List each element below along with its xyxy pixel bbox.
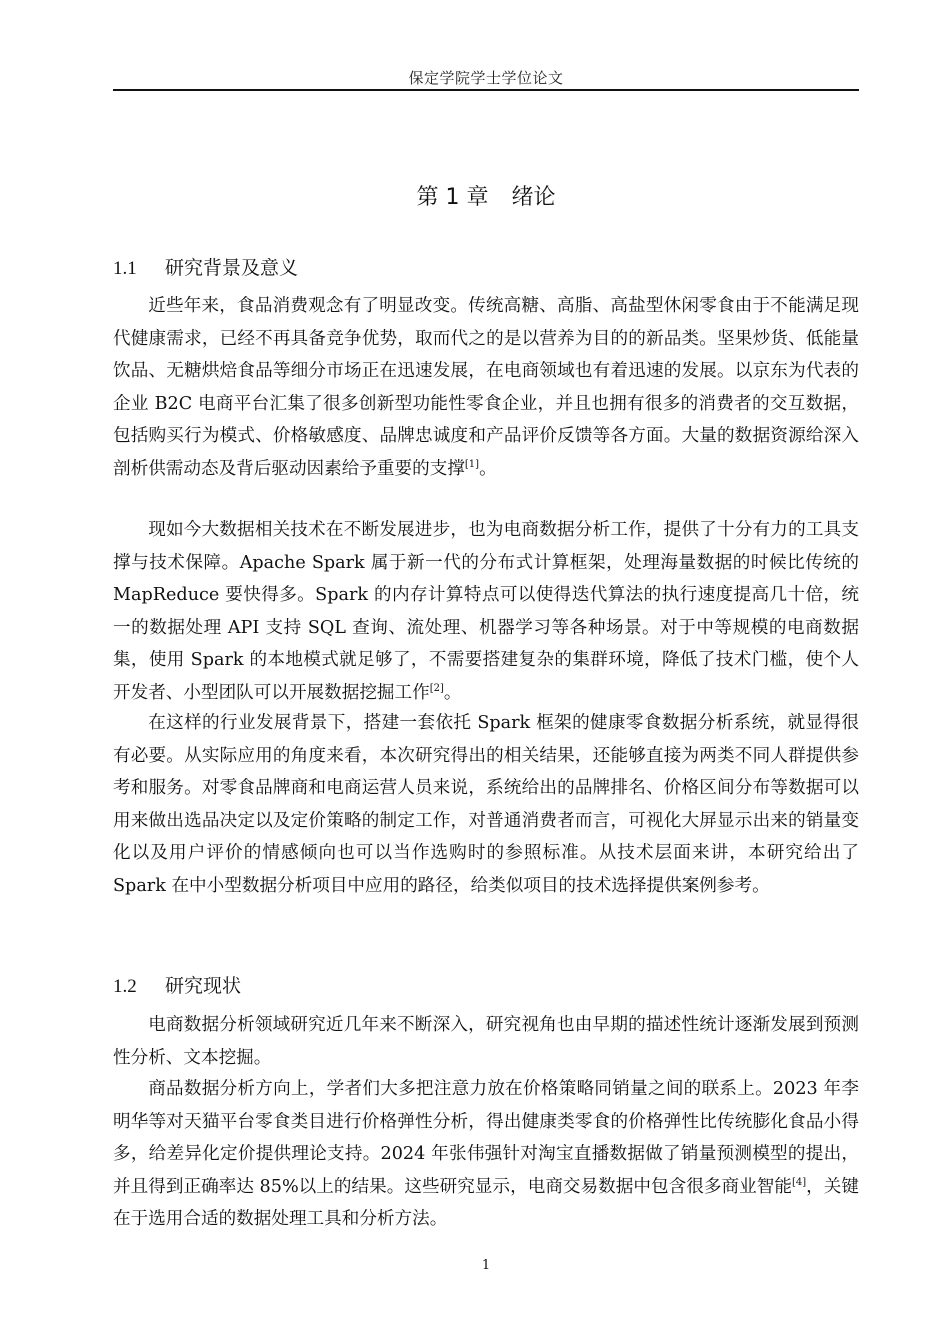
- paragraph: [113, 514, 859, 709]
- section-number: 1.2: [113, 976, 137, 997]
- paragraph-tail: ，关键在于选用合适的数据处理工具和分析方法。: [113, 1176, 859, 1229]
- paragraph-tail: 。: [443, 682, 462, 703]
- chapter-title: 绪论: [511, 185, 556, 210]
- running-header: 保定学院学士学位论文: [408, 69, 564, 87]
- paragraph-text: 近些年来，食品消费观念有了明显改变。传统高糖、高脂、高盐型休闲零食由于不能满足现代健康需求，已经不再具备竞争优势，取而代之的是以营养为目的的新品类。坚果炒货、低能量饮品、无糖烘焙食品等细分市场正在迅速发展，在电商领域也有着迅速的发展。以京东为代表的企业 B2C 电商平台汇集了很多创新型功能性零食企业，并且也拥有很多的消费者的交互数据，包括购买行为模式、价格敏感度、品牌忠诚度和产品评价反馈等各方面。大量的数据资源给深入剖析供需动态及背后驱动因素给予重要的支撑: [113, 296, 859, 479]
- section-number: 1.1: [113, 258, 137, 279]
- paragraph-text: 商品数据分析方向上，学者们大多把注意力放在价格策略同销量之间的联系上。2023 年李明华等对天猫平台零食类目进行价格弹性分析，得出健康类零食的价格弹性比传统膨化食品小得多，给差异化定价提供理论支持。2024 年张伟强针对淘宝直播数据做了销量预测模型的提出，并且得到正确率达 85%以上的结果。这些研究显示，电商交易数据中包含很多商业智能: [113, 1079, 859, 1197]
- section-heading-1-1: [113, 253, 298, 280]
- paragraph: [113, 1073, 859, 1236]
- paragraph-text: 现如今大数据相关技术在不断发展进步，也为电商数据分析工作，提供了十分有力的工具支撑与技术保障。Apache Spark 属于新一代的分布式计算框架，处理海量数据的时候比传统的 MapReduce 要快得多。Spark 的内存计算特点可以使得迭代算法的执行速度提高几十倍，统一的数据处理 API 支持 SQL 查询、流处理、机器学习等各种场景。对于中等规模的电商数据集，使用 Spark 的本地模式就足够了，不需要搭建复杂的集群环境，降低了技术门槛，使个人开发者、小型团队可以开展数据挖掘工作: [113, 520, 859, 703]
- section-title: 研究背景及意义: [165, 257, 299, 279]
- page-number: 1: [481, 1258, 491, 1273]
- section-title: 研究现状: [165, 975, 242, 997]
- paragraph-text: 电商数据分析领域研究近几年来不断深入，研究视角也由早期的描述性统计逐渐发展到预测性分析、文本挖掘。: [113, 1015, 859, 1068]
- paragraph: [113, 707, 859, 902]
- citation: [2]: [429, 682, 444, 694]
- header-rule: [113, 89, 859, 91]
- citation: [1]: [464, 458, 480, 470]
- paragraph: [113, 290, 859, 485]
- paragraph-tail: 。: [479, 458, 497, 479]
- chapter-number: 第 1 章: [416, 185, 489, 210]
- chapter-heading: [113, 180, 859, 211]
- section-heading-1-2: [113, 971, 241, 998]
- paragraph-text: 在这样的行业发展背景下，搭建一套依托 Spark 框架的健康零食数据分析系统，就显得很有必要。从实际应用的角度来看，本次研究得出的相关结果，还能够直接为两类不同人群提供参考和服务。对零食品牌商和电商运营人员来说，系统给出的品牌排名、价格区间分布等数据可以用来做出选品决定以及定价策略的制定工作，对普通消费者而言，可视化大屏显示出来的销量变化以及用户评价的情感倾向也可以当作选购时的参照标准。从技术层面来讲，本研究给出了 Spark 在中小型数据分析项目中应用的路径，给类似项目的技术选择提供案例参考。: [113, 713, 859, 896]
- paragraph: [113, 1009, 859, 1074]
- citation: [4]: [791, 1176, 807, 1188]
